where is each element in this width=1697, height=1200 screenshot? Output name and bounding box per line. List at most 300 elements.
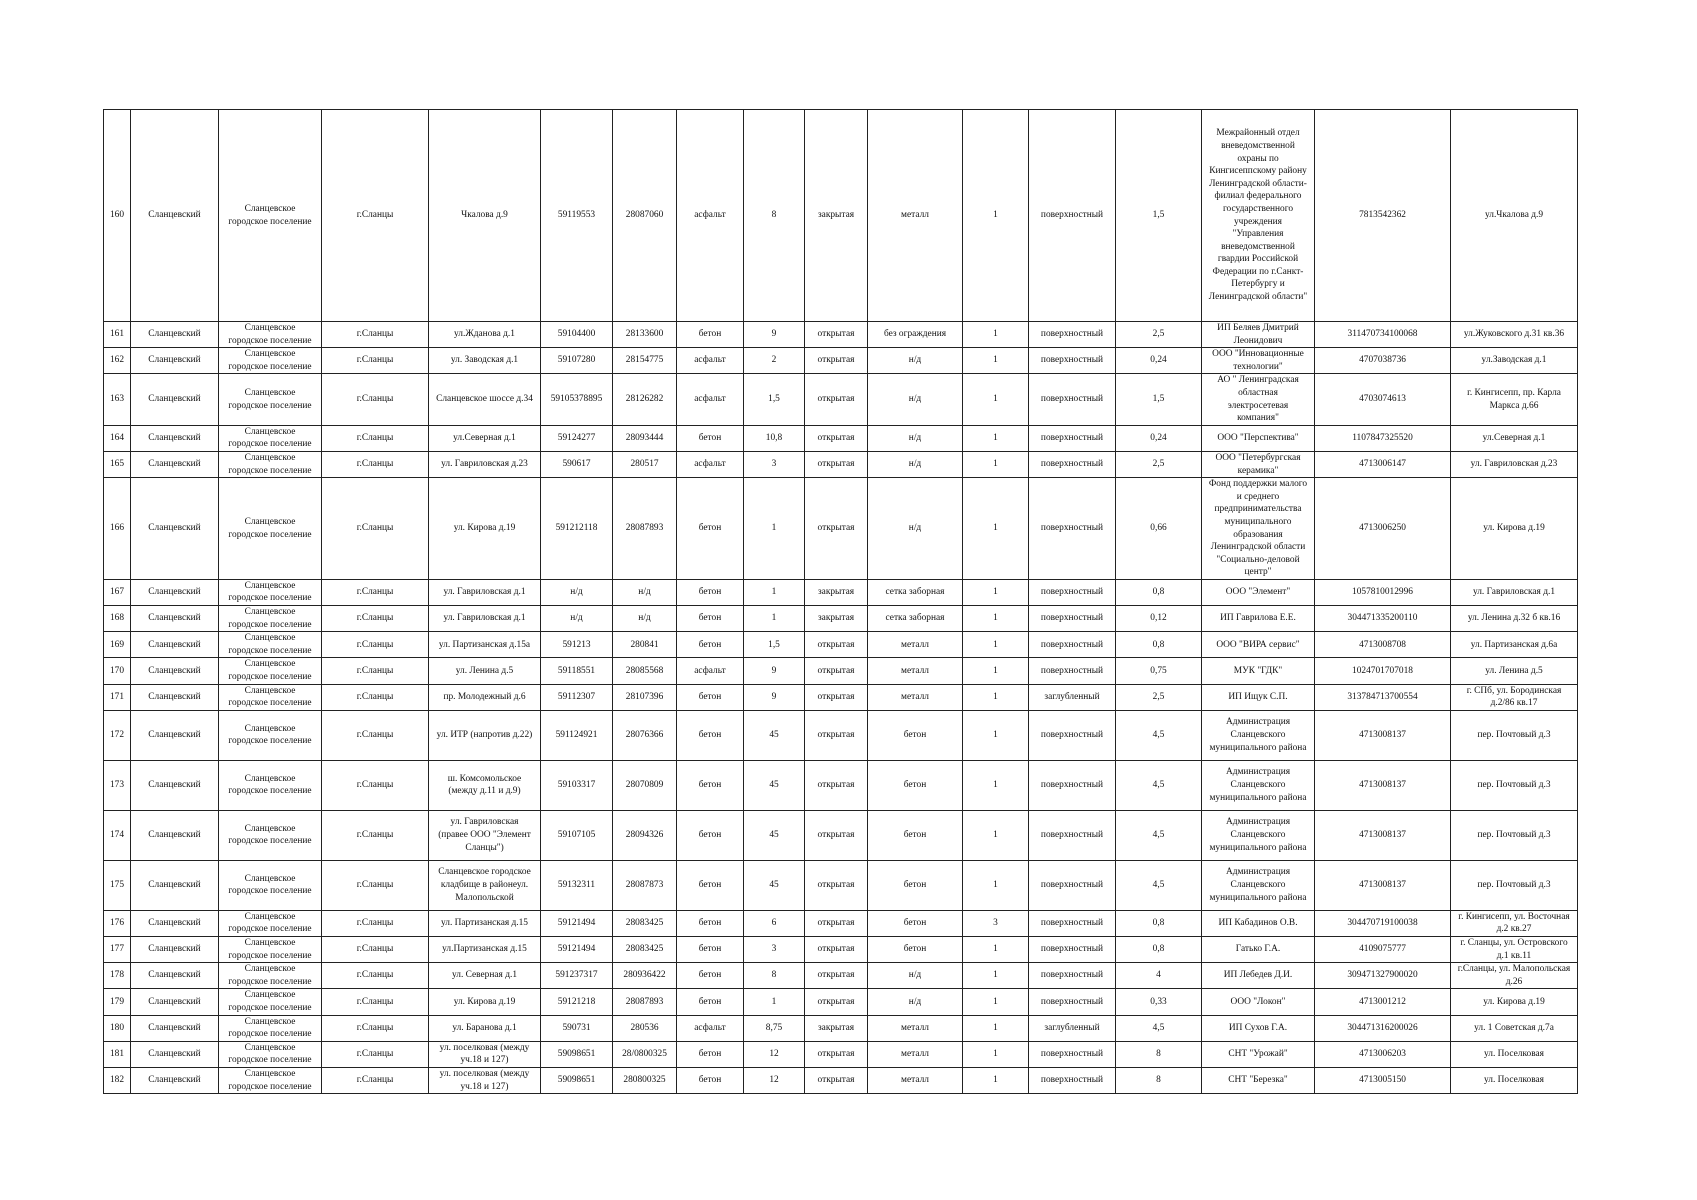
settlement-cell: Сланцевское городское поселение — [219, 963, 322, 989]
town-cell: г.Сланцы — [322, 110, 429, 322]
owner-name-cell: ИП Беляев Дмитрий Леонидович — [1202, 322, 1315, 348]
container-type-cell: поверхностный — [1029, 937, 1116, 963]
fence-type-cell: сетка заборная — [868, 579, 963, 605]
owner-inn-cell: 4713005150 — [1315, 1067, 1451, 1093]
latitude-cell: 59121494 — [541, 910, 613, 936]
site-type-cell: открытая — [805, 860, 868, 910]
table-row — [104, 451, 1578, 477]
longitude-cell: 28126282 — [613, 374, 677, 425]
surface-type-cell: бетон — [677, 579, 744, 605]
owner-name-cell: ООО "Петербургская керамика" — [1202, 451, 1315, 477]
site-type-cell: открытая — [805, 1041, 868, 1067]
site-type-cell: открытая — [805, 684, 868, 710]
latitude-cell: 59118551 — [541, 658, 613, 684]
area-cell: 8 — [744, 110, 805, 322]
container-volume-cell: 0,8 — [1116, 632, 1202, 658]
site-address-cell: ул.Партизанская д.15 — [429, 937, 541, 963]
container-volume-cell: 4,5 — [1116, 860, 1202, 910]
area-cell: 1,5 — [744, 374, 805, 425]
row-number-cell: 179 — [104, 989, 131, 1015]
owner-name-cell: Администрация Сланцевского муниципального района — [1202, 760, 1315, 810]
container-count-cell: 1 — [963, 451, 1029, 477]
district-cell: Сланцевский — [131, 579, 219, 605]
fence-type-cell: бетон — [868, 810, 963, 860]
surface-type-cell: асфальт — [677, 374, 744, 425]
table-row — [104, 478, 1578, 580]
container-volume-cell: 2,5 — [1116, 684, 1202, 710]
latitude-cell: 59132311 — [541, 860, 613, 910]
surface-type-cell: бетон — [677, 684, 744, 710]
surface-type-cell: асфальт — [677, 451, 744, 477]
longitude-cell: 28070809 — [613, 760, 677, 810]
fence-type-cell: металл — [868, 632, 963, 658]
town-cell: г.Сланцы — [322, 478, 429, 580]
site-address-cell: ул. Гавриловская д.23 — [429, 451, 541, 477]
row-number-cell: 174 — [104, 810, 131, 860]
container-volume-cell: 0,12 — [1116, 606, 1202, 632]
owner-name-cell: ООО "ВИРА сервис" — [1202, 632, 1315, 658]
owner-address-cell: г.Сланцы, ул. Малопольская д.26 — [1451, 963, 1578, 989]
owner-name-cell: ИП Сухов Г.А. — [1202, 1015, 1315, 1041]
container-type-cell: поверхностный — [1029, 606, 1116, 632]
owner-name-cell: Фонд поддержки малого и среднего предпринимательства муниципального образования Ленинградской области "Социально-деловой центр" — [1202, 478, 1315, 580]
area-cell: 8 — [744, 963, 805, 989]
fence-type-cell: н/д — [868, 374, 963, 425]
container-count-cell: 1 — [963, 110, 1029, 322]
owner-name-cell: СНТ "Березка" — [1202, 1067, 1315, 1093]
owner-address-cell: ул. Ленина д.5 — [1451, 658, 1578, 684]
surface-type-cell: бетон — [677, 425, 744, 451]
site-type-cell: открытая — [805, 632, 868, 658]
latitude-cell: 591213 — [541, 632, 613, 658]
surface-type-cell: бетон — [677, 1041, 744, 1067]
container-count-cell: 1 — [963, 579, 1029, 605]
town-cell: г.Сланцы — [322, 1041, 429, 1067]
district-cell: Сланцевский — [131, 910, 219, 936]
site-address-cell: ул. Гавриловская (правее ООО "Элемент Сланцы") — [429, 810, 541, 860]
longitude-cell: 28093444 — [613, 425, 677, 451]
longitude-cell: 28083425 — [613, 910, 677, 936]
surface-type-cell: бетон — [677, 478, 744, 580]
site-type-cell: открытая — [805, 963, 868, 989]
owner-address-cell: пер. Почтовый д.3 — [1451, 860, 1578, 910]
row-number-cell: 167 — [104, 579, 131, 605]
container-type-cell: поверхностный — [1029, 425, 1116, 451]
owner-address-cell: ул. Партизанская д.6а — [1451, 632, 1578, 658]
district-cell: Сланцевский — [131, 989, 219, 1015]
fence-type-cell: н/д — [868, 963, 963, 989]
settlement-cell: Сланцевское городское поселение — [219, 348, 322, 374]
longitude-cell: н/д — [613, 579, 677, 605]
table-row — [104, 110, 1578, 322]
area-cell: 1 — [744, 478, 805, 580]
container-volume-cell: 0,8 — [1116, 910, 1202, 936]
row-number-cell: 173 — [104, 760, 131, 810]
fence-type-cell: бетон — [868, 710, 963, 760]
container-volume-cell: 0,66 — [1116, 478, 1202, 580]
latitude-cell: 591237317 — [541, 963, 613, 989]
owner-inn-cell: 309471327900020 — [1315, 963, 1451, 989]
site-type-cell: закрытая — [805, 606, 868, 632]
town-cell: г.Сланцы — [322, 322, 429, 348]
district-cell: Сланцевский — [131, 760, 219, 810]
town-cell: г.Сланцы — [322, 1015, 429, 1041]
district-cell: Сланцевский — [131, 110, 219, 322]
owner-address-cell: пер. Почтовый д.3 — [1451, 810, 1578, 860]
container-type-cell: поверхностный — [1029, 810, 1116, 860]
surface-type-cell: бетон — [677, 710, 744, 760]
settlement-cell: Сланцевское городское поселение — [219, 1067, 322, 1093]
settlement-cell: Сланцевское городское поселение — [219, 710, 322, 760]
latitude-cell: 590731 — [541, 1015, 613, 1041]
site-type-cell: открытая — [805, 322, 868, 348]
owner-address-cell: ул. Ленина д.32 б кв.16 — [1451, 606, 1578, 632]
area-cell: 6 — [744, 910, 805, 936]
surface-type-cell: асфальт — [677, 110, 744, 322]
latitude-cell: 59103317 — [541, 760, 613, 810]
surface-type-cell: бетон — [677, 937, 744, 963]
site-address-cell: ул. Партизанская д.15а — [429, 632, 541, 658]
fence-type-cell: без ограждения — [868, 322, 963, 348]
site-address-cell: ул. Кирова д.19 — [429, 478, 541, 580]
town-cell: г.Сланцы — [322, 632, 429, 658]
site-type-cell: открытая — [805, 989, 868, 1015]
town-cell: г.Сланцы — [322, 910, 429, 936]
row-number-cell: 168 — [104, 606, 131, 632]
row-number-cell: 172 — [104, 710, 131, 760]
owner-inn-cell: 4109075777 — [1315, 937, 1451, 963]
fence-type-cell: бетон — [868, 910, 963, 936]
site-address-cell: ул. Партизанская д.15 — [429, 910, 541, 936]
container-type-cell: поверхностный — [1029, 1041, 1116, 1067]
container-count-cell: 1 — [963, 632, 1029, 658]
owner-inn-cell: 4713008137 — [1315, 760, 1451, 810]
surface-type-cell: бетон — [677, 606, 744, 632]
site-address-cell: ул. Гавриловская д.1 — [429, 606, 541, 632]
latitude-cell: 59107105 — [541, 810, 613, 860]
row-number-cell: 165 — [104, 451, 131, 477]
container-type-cell: поверхностный — [1029, 632, 1116, 658]
container-count-cell: 1 — [963, 374, 1029, 425]
container-type-cell: поверхностный — [1029, 451, 1116, 477]
owner-address-cell: пер. Почтовый д.3 — [1451, 760, 1578, 810]
owner-inn-cell: 7813542362 — [1315, 110, 1451, 322]
longitude-cell: н/д — [613, 606, 677, 632]
owner-name-cell: ИП Лебедев Д.И. — [1202, 963, 1315, 989]
district-cell: Сланцевский — [131, 451, 219, 477]
site-address-cell: ул. Заводская д.1 — [429, 348, 541, 374]
site-address-cell: ул. Кирова д.19 — [429, 989, 541, 1015]
settlement-cell: Сланцевское городское поселение — [219, 760, 322, 810]
site-address-cell: ул. Гавриловская д.1 — [429, 579, 541, 605]
surface-type-cell: бетон — [677, 1067, 744, 1093]
site-address-cell: ул. Ленина д.5 — [429, 658, 541, 684]
settlement-cell: Сланцевское городское поселение — [219, 478, 322, 580]
fence-type-cell: бетон — [868, 760, 963, 810]
area-cell: 45 — [744, 860, 805, 910]
fence-type-cell: металл — [868, 658, 963, 684]
latitude-cell: н/д — [541, 579, 613, 605]
owner-address-cell: ул. Кирова д.19 — [1451, 989, 1578, 1015]
container-volume-cell: 0,8 — [1116, 579, 1202, 605]
row-number-cell: 160 — [104, 110, 131, 322]
container-volume-cell: 4,5 — [1116, 1015, 1202, 1041]
area-cell: 2 — [744, 348, 805, 374]
settlement-cell: Сланцевское городское поселение — [219, 110, 322, 322]
table-row — [104, 1041, 1578, 1067]
town-cell: г.Сланцы — [322, 963, 429, 989]
surface-type-cell: бетон — [677, 910, 744, 936]
container-volume-cell: 0,33 — [1116, 989, 1202, 1015]
table-row — [104, 760, 1578, 810]
table-row — [104, 684, 1578, 710]
area-cell: 1,5 — [744, 632, 805, 658]
settlement-cell: Сланцевское городское поселение — [219, 810, 322, 860]
site-address-cell: ул.Северная д.1 — [429, 425, 541, 451]
latitude-cell: 59105378895 — [541, 374, 613, 425]
container-type-cell: поверхностный — [1029, 963, 1116, 989]
container-count-cell: 1 — [963, 684, 1029, 710]
row-number-cell: 176 — [104, 910, 131, 936]
container-count-cell: 1 — [963, 606, 1029, 632]
latitude-cell: 590617 — [541, 451, 613, 477]
latitude-cell: 59104400 — [541, 322, 613, 348]
fence-type-cell: металл — [868, 1067, 963, 1093]
site-address-cell: ш. Комсомольское (между д.11 и д.9) — [429, 760, 541, 810]
container-count-cell: 3 — [963, 910, 1029, 936]
longitude-cell: 28133600 — [613, 322, 677, 348]
row-number-cell: 180 — [104, 1015, 131, 1041]
owner-address-cell: ул.Заводская д.1 — [1451, 348, 1578, 374]
owner-name-cell: ООО "Локон" — [1202, 989, 1315, 1015]
town-cell: г.Сланцы — [322, 760, 429, 810]
row-number-cell: 178 — [104, 963, 131, 989]
district-cell: Сланцевский — [131, 348, 219, 374]
container-count-cell: 1 — [963, 322, 1029, 348]
latitude-cell: 59119553 — [541, 110, 613, 322]
owner-name-cell: Гатько Г.А. — [1202, 937, 1315, 963]
fence-type-cell: н/д — [868, 348, 963, 374]
district-cell: Сланцевский — [131, 937, 219, 963]
container-volume-cell: 4,5 — [1116, 810, 1202, 860]
latitude-cell: н/д — [541, 606, 613, 632]
table-row — [104, 658, 1578, 684]
table-row — [104, 374, 1578, 425]
latitude-cell: 59107280 — [541, 348, 613, 374]
settlement-cell: Сланцевское городское поселение — [219, 425, 322, 451]
settlement-cell: Сланцевское городское поселение — [219, 860, 322, 910]
owner-address-cell: г. СПб, ул. Бородинская д.2/86 кв.17 — [1451, 684, 1578, 710]
surface-type-cell: бетон — [677, 322, 744, 348]
table-row — [104, 632, 1578, 658]
owner-inn-cell: 4713006147 — [1315, 451, 1451, 477]
fence-type-cell: металл — [868, 110, 963, 322]
owner-inn-cell: 304471316200026 — [1315, 1015, 1451, 1041]
owner-name-cell: АО " Ленинградская областная электросетевая компания" — [1202, 374, 1315, 425]
settlement-cell: Сланцевское городское поселение — [219, 1015, 322, 1041]
surface-type-cell: бетон — [677, 760, 744, 810]
site-address-cell: пр. Молодежный д.6 — [429, 684, 541, 710]
town-cell: г.Сланцы — [322, 710, 429, 760]
row-number-cell: 162 — [104, 348, 131, 374]
container-count-cell: 1 — [963, 1067, 1029, 1093]
settlement-cell: Сланцевское городское поселение — [219, 322, 322, 348]
site-type-cell: открытая — [805, 760, 868, 810]
district-cell: Сланцевский — [131, 425, 219, 451]
area-cell: 8,75 — [744, 1015, 805, 1041]
row-number-cell: 171 — [104, 684, 131, 710]
table-row — [104, 963, 1578, 989]
container-count-cell: 1 — [963, 348, 1029, 374]
latitude-cell: 59112307 — [541, 684, 613, 710]
owner-inn-cell: 4713006250 — [1315, 478, 1451, 580]
town-cell: г.Сланцы — [322, 374, 429, 425]
latitude-cell: 59124277 — [541, 425, 613, 451]
district-cell: Сланцевский — [131, 1041, 219, 1067]
owner-inn-cell: 4713008708 — [1315, 632, 1451, 658]
registry-table — [103, 109, 1578, 1094]
town-cell: г.Сланцы — [322, 684, 429, 710]
owner-address-cell: ул. 1 Советская д.7а — [1451, 1015, 1578, 1041]
container-type-cell: заглубленный — [1029, 684, 1116, 710]
row-number-cell: 181 — [104, 1041, 131, 1067]
site-type-cell: открытая — [805, 810, 868, 860]
owner-address-cell: ул. Кирова д.19 — [1451, 478, 1578, 580]
site-address-cell: ул. поселковая (между уч.18 и 127) — [429, 1041, 541, 1067]
owner-inn-cell: 4703074613 — [1315, 374, 1451, 425]
container-volume-cell: 2,5 — [1116, 451, 1202, 477]
latitude-cell: 59121494 — [541, 937, 613, 963]
table-row — [104, 710, 1578, 760]
site-address-cell: ул. Баранова д.1 — [429, 1015, 541, 1041]
table-row — [104, 425, 1578, 451]
container-volume-cell: 0,24 — [1116, 425, 1202, 451]
settlement-cell: Сланцевское городское поселение — [219, 579, 322, 605]
longitude-cell: 28/0800325 — [613, 1041, 677, 1067]
container-type-cell: поверхностный — [1029, 322, 1116, 348]
settlement-cell: Сланцевское городское поселение — [219, 632, 322, 658]
owner-inn-cell: 4713001212 — [1315, 989, 1451, 1015]
row-number-cell: 170 — [104, 658, 131, 684]
table-row — [104, 937, 1578, 963]
owner-address-cell: г. Кингисепп, пр. Карла Маркса д.66 — [1451, 374, 1578, 425]
container-type-cell: поверхностный — [1029, 579, 1116, 605]
district-cell: Сланцевский — [131, 710, 219, 760]
owner-name-cell: СНТ "Урожай" — [1202, 1041, 1315, 1067]
container-type-cell: поверхностный — [1029, 989, 1116, 1015]
surface-type-cell: бетон — [677, 632, 744, 658]
district-cell: Сланцевский — [131, 606, 219, 632]
longitude-cell: 28107396 — [613, 684, 677, 710]
fence-type-cell: н/д — [868, 451, 963, 477]
fence-type-cell: металл — [868, 1015, 963, 1041]
surface-type-cell: асфальт — [677, 1015, 744, 1041]
owner-name-cell: ИП Гаврилова Е.Е. — [1202, 606, 1315, 632]
container-count-cell: 1 — [963, 1015, 1029, 1041]
latitude-cell: 59121218 — [541, 989, 613, 1015]
row-number-cell: 163 — [104, 374, 131, 425]
settlement-cell: Сланцевское городское поселение — [219, 658, 322, 684]
town-cell: г.Сланцы — [322, 579, 429, 605]
row-number-cell: 175 — [104, 860, 131, 910]
container-volume-cell: 0,8 — [1116, 937, 1202, 963]
table-row — [104, 810, 1578, 860]
row-number-cell: 161 — [104, 322, 131, 348]
area-cell: 45 — [744, 710, 805, 760]
owner-name-cell: ИП Кабадинов О.В. — [1202, 910, 1315, 936]
surface-type-cell: бетон — [677, 963, 744, 989]
site-address-cell: Сланцевское шоссе д.34 — [429, 374, 541, 425]
settlement-cell: Сланцевское городское поселение — [219, 451, 322, 477]
owner-inn-cell: 304470719100038 — [1315, 910, 1451, 936]
owner-inn-cell: 1057810012996 — [1315, 579, 1451, 605]
site-type-cell: открытая — [805, 658, 868, 684]
container-volume-cell: 1,5 — [1116, 374, 1202, 425]
row-number-cell: 182 — [104, 1067, 131, 1093]
owner-name-cell: Администрация Сланцевского муниципального района — [1202, 710, 1315, 760]
fence-type-cell: сетка заборная — [868, 606, 963, 632]
settlement-cell: Сланцевское городское поселение — [219, 684, 322, 710]
table-row — [104, 1015, 1578, 1041]
table-body — [104, 110, 1578, 1094]
area-cell: 9 — [744, 684, 805, 710]
owner-inn-cell: 4707038736 — [1315, 348, 1451, 374]
container-volume-cell: 4,5 — [1116, 710, 1202, 760]
site-type-cell: открытая — [805, 478, 868, 580]
container-count-cell: 1 — [963, 478, 1029, 580]
owner-address-cell: г. Кингисепп, ул. Восточная д.2 кв.27 — [1451, 910, 1578, 936]
owner-inn-cell: 304471335200110 — [1315, 606, 1451, 632]
area-cell: 1 — [744, 989, 805, 1015]
owner-inn-cell: 1024701707018 — [1315, 658, 1451, 684]
container-count-cell: 1 — [963, 963, 1029, 989]
owner-name-cell: ООО "Инновационные технологии" — [1202, 348, 1315, 374]
district-cell: Сланцевский — [131, 1015, 219, 1041]
town-cell: г.Сланцы — [322, 989, 429, 1015]
owner-address-cell: ул.Северная д.1 — [1451, 425, 1578, 451]
table-row — [104, 910, 1578, 936]
row-number-cell: 177 — [104, 937, 131, 963]
town-cell: г.Сланцы — [322, 860, 429, 910]
settlement-cell: Сланцевское городское поселение — [219, 374, 322, 425]
area-cell: 45 — [744, 810, 805, 860]
owner-address-cell: ул. Гавриловская д.23 — [1451, 451, 1578, 477]
longitude-cell: 28087893 — [613, 478, 677, 580]
settlement-cell: Сланцевское городское поселение — [219, 989, 322, 1015]
latitude-cell: 591212118 — [541, 478, 613, 580]
container-volume-cell: 1,5 — [1116, 110, 1202, 322]
site-type-cell: открытая — [805, 937, 868, 963]
container-volume-cell: 8 — [1116, 1067, 1202, 1093]
surface-type-cell: бетон — [677, 989, 744, 1015]
surface-type-cell: асфальт — [677, 348, 744, 374]
owner-name-cell: Межрайонный отдел вневедомственной охраны по Кингисеппскому району Ленинградской области- филиал федерального государственного учреждения "Управления вневедомственной гвардии Российской Федерации по г.Санкт- Петербургу и Ленинградской области" — [1202, 110, 1315, 322]
container-volume-cell: 0,75 — [1116, 658, 1202, 684]
town-cell: г.Сланцы — [322, 348, 429, 374]
town-cell: г.Сланцы — [322, 451, 429, 477]
settlement-cell: Сланцевское городское поселение — [219, 937, 322, 963]
area-cell: 3 — [744, 451, 805, 477]
container-volume-cell: 0,24 — [1116, 348, 1202, 374]
owner-name-cell: Администрация Сланцевского муниципального района — [1202, 810, 1315, 860]
site-type-cell: закрытая — [805, 1015, 868, 1041]
table-row — [104, 579, 1578, 605]
container-count-cell: 1 — [963, 860, 1029, 910]
longitude-cell: 280517 — [613, 451, 677, 477]
owner-inn-cell: 1107847325520 — [1315, 425, 1451, 451]
district-cell: Сланцевский — [131, 322, 219, 348]
longitude-cell: 28154775 — [613, 348, 677, 374]
